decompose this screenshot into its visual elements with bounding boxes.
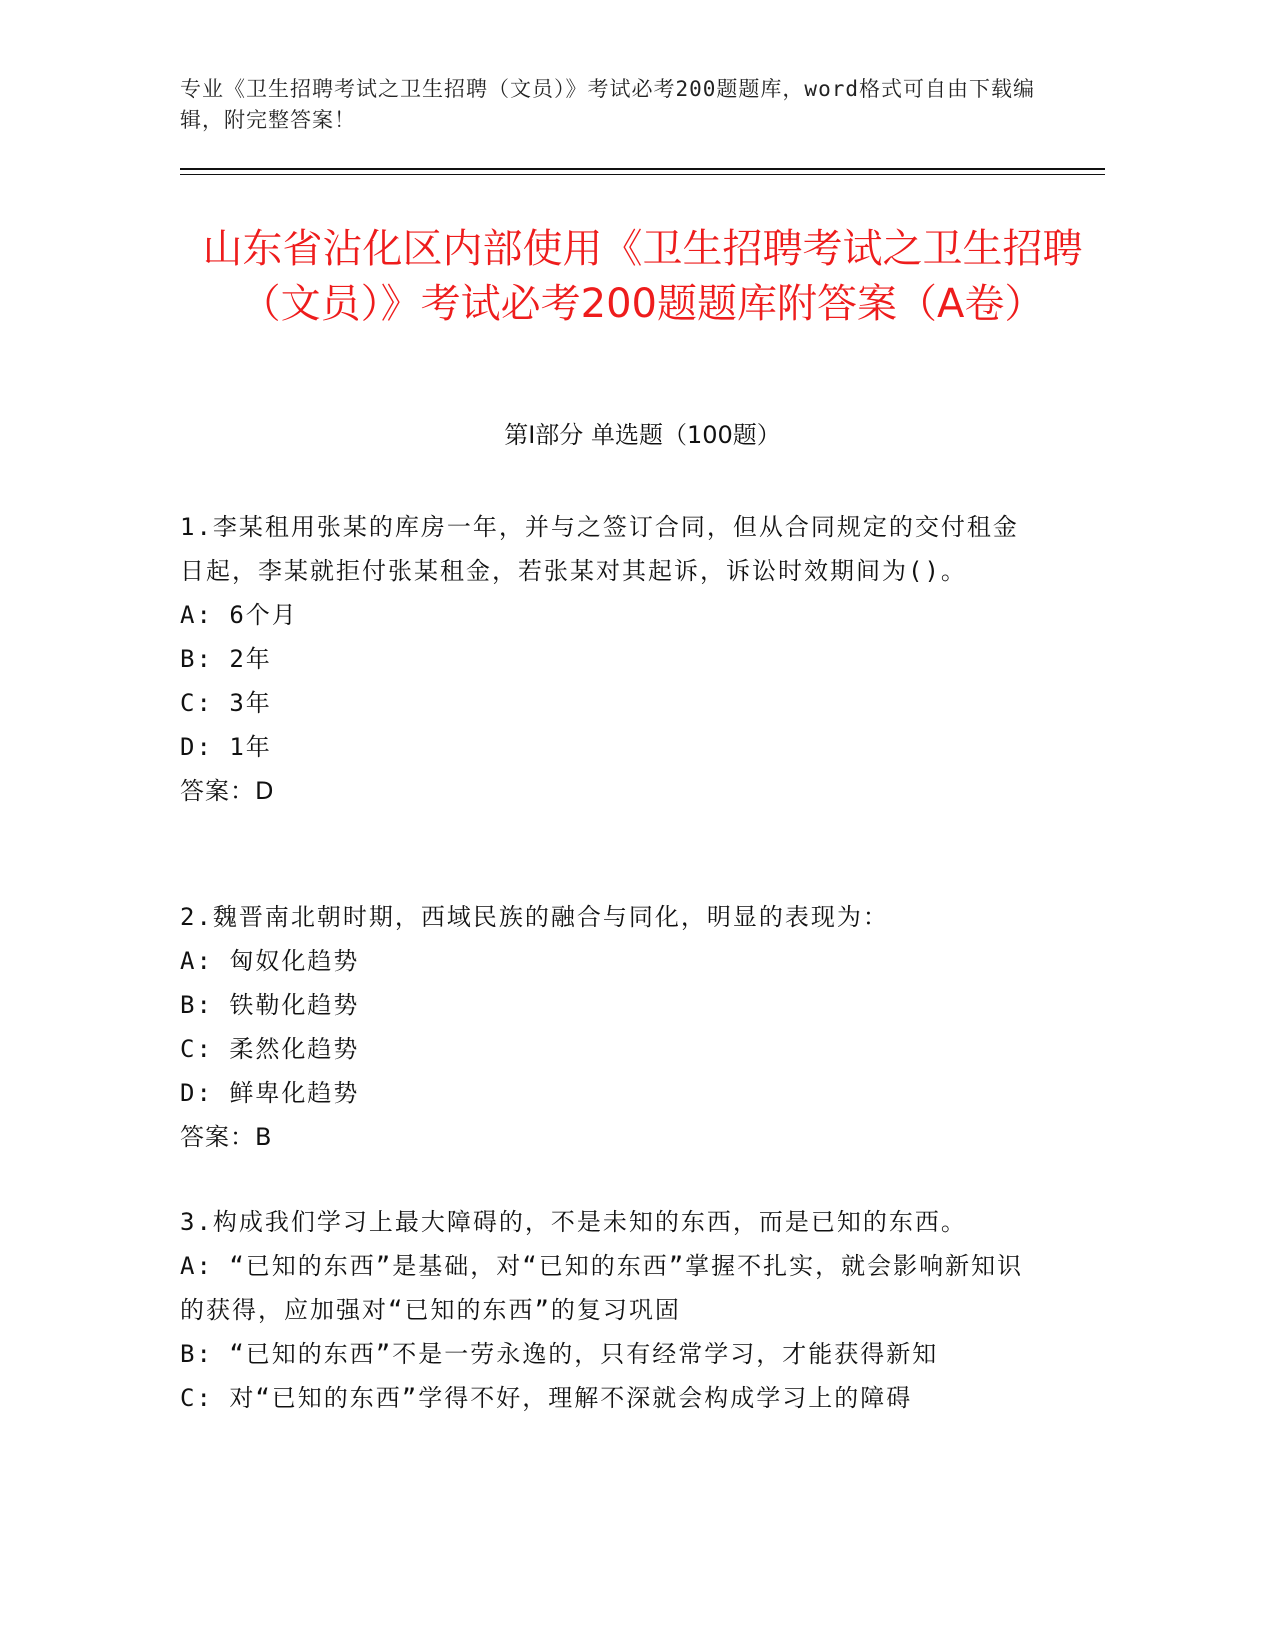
- option-d: D: 鲜卑化趋势: [180, 1079, 360, 1107]
- option-c: C: 柔然化趋势: [180, 1035, 360, 1063]
- question-stem: 1.李某租用张某的库房一年，并与之签订合同，但从合同规定的交付租金日起，李某就拒付张某租金，若张某对其起诉，诉讼时效期间为()。: [180, 513, 1019, 585]
- section-heading: 第I部分 单选题（100题）: [504, 421, 781, 449]
- option-b: B: 2年: [180, 645, 272, 673]
- question-stem: 3.构成我们学习上最大障碍的，不是未知的东西，而是已知的东西。: [180, 1208, 967, 1236]
- option-a: A: 6个月: [180, 601, 298, 629]
- question-1: [180, 505, 1040, 813]
- question-3: [180, 1200, 1040, 1420]
- question-2: [180, 895, 1040, 1159]
- document-title: 山东省沾化区内部使用《卫生招聘考试之卫生招聘（文员）》考试必考200题题库附答案（A卷）: [202, 226, 1083, 327]
- option-d: D: 1年: [180, 733, 272, 761]
- header-note: 专业《卫生招聘考试之卫生招聘（文员）》考试必考200题题库，word格式可自由下载编辑，附完整答案！: [180, 77, 1035, 132]
- option-c: C: 对“已知的东西”学得不好，理解不深就会构成学习上的障碍: [180, 1384, 913, 1412]
- option-b: B: 铁勒化趋势: [180, 991, 360, 1019]
- question-stem: 2.魏晋南北朝时期，西域民族的融合与同化，明显的表现为：: [180, 903, 889, 931]
- option-c: C: 3年: [180, 689, 272, 717]
- option-a: A: “已知的东西”是基础，对“已知的东西”掌握不扎实，就会影响新知识的获得，应加强对“已知的东西”的复习巩固: [180, 1252, 1024, 1324]
- header-rule-thick: [180, 168, 1105, 170]
- header-rule-thin: [180, 174, 1105, 175]
- option-a: A: 匈奴化趋势: [180, 947, 360, 975]
- option-b: B: “已知的东西”不是一劳永逸的，只有经常学习，才能获得新知: [180, 1340, 939, 1368]
- answer: 答案：D: [180, 777, 275, 805]
- answer: 答案：B: [180, 1123, 273, 1151]
